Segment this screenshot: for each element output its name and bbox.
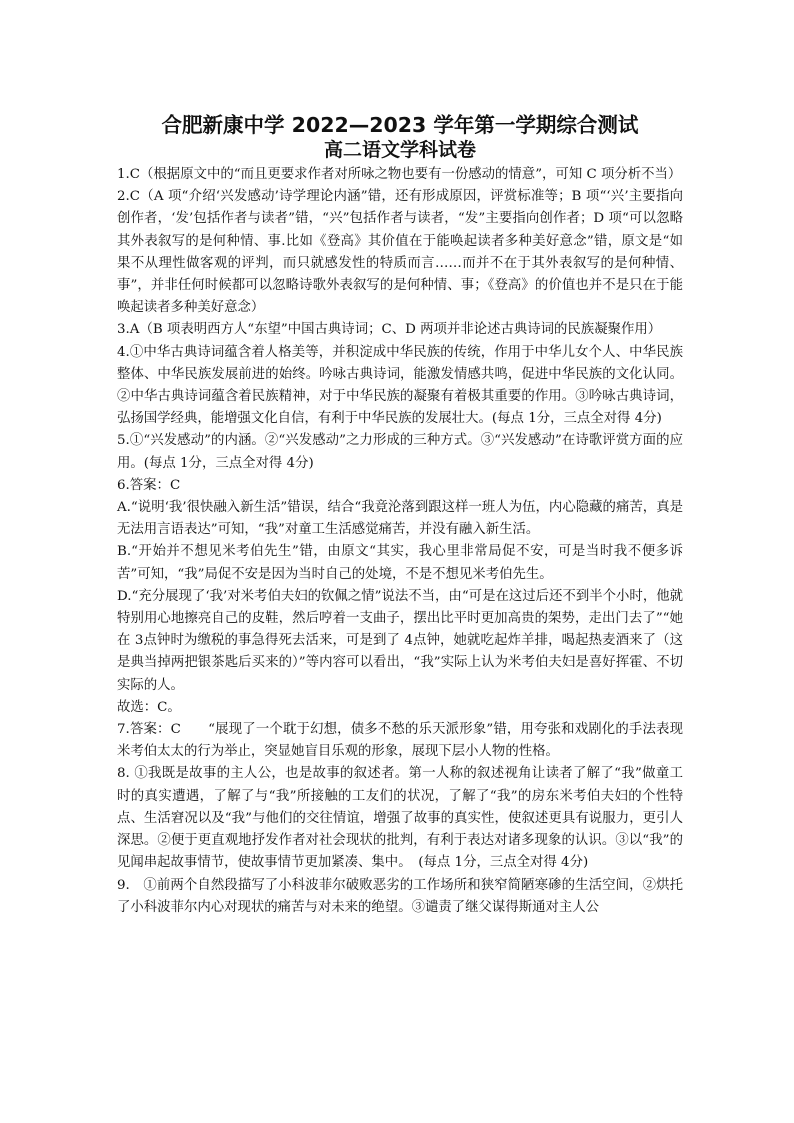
document-subtitle: 高二语文学科试卷 bbox=[323, 139, 476, 161]
answer-paragraph: 故选：C。 bbox=[117, 699, 181, 715]
answer-paragraph: 8. ①我既是故事的主人公，也是故事的叙述者。第一人称的叙述视角让读者了解了“我”做童工时的真实遭遇，了解了与“我”所接触的工友们的状况，了解了“我”的房东米考伯夫妇的个性特点、生活窘况以及“我”与他们的交往情谊，增强了故事的真实性，使叙述更具有说服力，更引人深思。②便于更直观地抒发作者对社会现状的批判，有利于表达对诸多现象的认识。③以“我”的见闻串起故事情节，使故事情节更加紧凑、集中。 (每点 1分，三点全对得 4分) bbox=[117, 766, 683, 871]
answer-paragraph: 7.答案：C “展现了一个耽于幻想，债多不愁的乐天派形象”错，用夸张和戏剧化的手法表现米考伯太太的行为举止，突显她盲目乐观的形象，展现下层小人物的性格。 bbox=[117, 722, 683, 760]
document-page bbox=[117, 112, 683, 919]
answer-paragraph: 9. ①前两个自然段描写了小科波菲尔破败恶劣的工作场所和狭窄简陋寒碜的生活空间，②烘托了小科波菲尔内心对现状的痛苦与对未来的绝望。③谴责了继父谋得斯通对主人公 bbox=[117, 877, 683, 915]
answer-paragraph: 5.①“兴发感动”的内涵。②“兴发感动”之力形成的三种方式。③“兴发感动”在诗歌评赏方面的应用。(每点 1分，三点全对得 4分) bbox=[117, 433, 683, 471]
answer-paragraph: 3.A（B 项表明西方人“东望”中国古典诗词；C、D 两项并非论述古典诗词的民族凝聚作用） bbox=[117, 322, 662, 338]
answer-paragraph: 4.①中华古典诗词蕴含着人格美等，并积淀成中华民族的传统，作用于中华儿女个人、中华民族整体、中华民族发展前进的始终。吟咏古典诗词，能激发情感共鸣，促进中华民族的文化认同。②中华古典诗词蕴含着民族精神，对于中华民族的凝聚有着极其重要的作用。③吟咏古典诗词，弘扬国学经典，能增强文化自信，有利于中华民族的发展壮大。(每点 1分，三点全对得 4分) bbox=[117, 344, 683, 427]
answer-paragraph: 2.C（A 项“介绍‘兴发感动’诗学理论内涵”错，还有形成原因，评赏标准等；B 项“‘兴’主要指向创作者，‘发’包括作者与读者”错，“兴”包括作者与读者，“发”主要指向创作者；D 项“可以忽略其外表叙写的是何种情、事.比如《登高》其价值在于能唤起读者多种美好意念”错，原文是“如果不从理性做客观的评判，而只就感发性的特质而言……而并不在于其外表叙写的是何种情、事”，并非任何时候都可以忽略诗歌外表叙写的是何种情、事；《登高》的价值也并不是只在于能唤起读者多种美好意念） bbox=[117, 189, 683, 316]
document-title: 合肥新康中学 2022—2023 学年第一学期综合测试 bbox=[161, 113, 639, 137]
answer-paragraph: B.“开始并不想见米考伯先生”错，由原文“其实，我心里非常局促不安，可是当时我不便多诉苦”可知，“我”局促不安是因为当时自己的处境，不是不想见米考伯先生。 bbox=[117, 544, 683, 582]
answer-paragraph: 6.答案：C bbox=[117, 477, 181, 493]
answer-paragraph: 1.C（根据原文中的“而且更要求作者对所咏之物也要有一份感动的情意”，可知 C 项分析不当） bbox=[117, 167, 682, 182]
answer-paragraph: A.“说明‘我’很快融入新生活”错误，结合“我竟沦落到跟这样一班人为伍，内心隐藏的痛苦，真是无法用言语表达”可知，“我”对童工生活感觉痛苦，并没有融入新生活。 bbox=[117, 500, 683, 538]
answer-body bbox=[117, 164, 683, 919]
answer-paragraph: D.“充分展现了‘我’对米考伯夫妇的钦佩之情”说法不当，由“可是在这过后还不到半个小时，他就特别用心地擦亮自己的皮鞋，然后哼着一支曲子，摆出比平时更加高贵的架势，走出门去了”“她在 3点钟时为缴税的事急得死去活来，可是到了 4点钟，她就吃起炸羊排，喝起热麦酒来了（这是典当掉两把银茶匙后买来的）”等内容可以看出，“我”实际上认为米考伯夫妇是喜好挥霍、不切实际的人。 bbox=[117, 588, 683, 693]
